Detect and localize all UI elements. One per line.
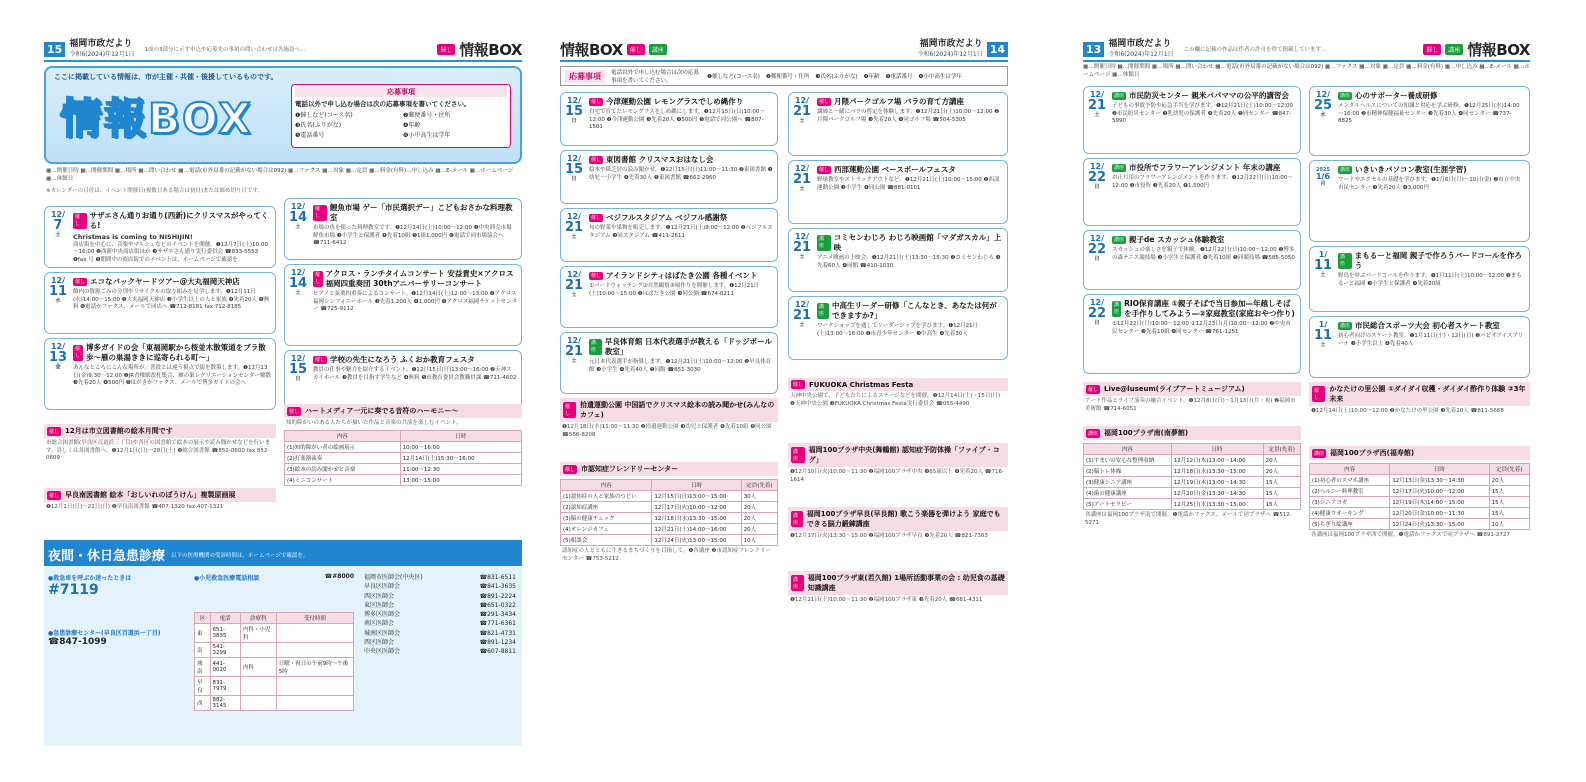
condition-item: ❷郵便番号・住所 (403, 112, 451, 119)
clinic-row: 中央区医師会 ☎607-8811 (364, 648, 516, 656)
event-card[interactable]: 12/ 15 日 催し 東図書館 クリスマスおはなし会 絵本や紙芝居の読み聞かせ。❶12月15日(日)11:00～11:30 ❷東図書館 ❸幼児～小学生 ❹先着30人 ❺東図書館 ☎662-2960 (560, 150, 778, 204)
clinic-row: 早良区医師会 ☎841-3635 (364, 583, 516, 591)
table-row: (2)ヘルシー料理教室 12月17日(火)10:00～12:00 15人 (1310, 486, 1530, 497)
child-title: ●小児救急医療電話相談 (194, 575, 260, 582)
table-row: (4)オレンジカフェ 12月21日(土)14:00～16:00 20人 (561, 524, 778, 535)
section-title: 福岡100プラザ西(福寿館) (1330, 449, 1415, 457)
legend: ▦…開催日時 ▦…開催期間 ▦…場所 ▦…問い合わせ ▦…電話(市外局番の記載がない場合は092) ▦…ファクス ▦…対象 ▦…定員 ▦…料金(有料) ▦…申し込み ▦…E-メール ▦…ホームページ ▦…休館日 (1083, 64, 1530, 78)
condition-item: ❻小中高生は学年 (403, 132, 451, 139)
event-body: メンタルヘルスについての知識と対応を学ぶ研修。❶12月25日(水)14:00～16:00 ❷市精神保健福祉センター ❸先着30人 ❹同センター ☎737-8825 (1338, 103, 1520, 124)
table-row: (1)初心者のスマホ講座 12月13日(金)13:30～14:30 20人 (1310, 475, 1530, 486)
condition-item: ❺電話番号 (885, 74, 913, 80)
section-title: 拾遺運動公園 中国語でクリスマス絵本の読み聞かせ(みんなのカフェ) (579, 401, 775, 419)
event-card[interactable] (44, 338, 276, 410)
table-row: (2)認知症講座 12月17日(火)10:00～12:00 20人 (561, 502, 778, 513)
conditions-lead: 電話以外で申し込む場合は次の応募事項を書いてください。 (295, 100, 471, 108)
event-title: 中高生リーダー研修「こんなとき、あなたは何ができますか?」 (832, 301, 997, 321)
table-row: (3)健康シニア講座 12月19日(木)13:00～14:30 15人 (1084, 477, 1301, 488)
event-card[interactable]: 12/ 22 日 講座 市役所でフラワーアレンジメント 年末の講座 お正月用のフラワーアレンジメントを作ります。❶12月22日(日)10:00～12:00 ❷市役所 ❸先着20人 ❹1,500円 (1083, 158, 1301, 226)
section-title: Live@luseum(ライブアートミュージアム) (1104, 385, 1245, 393)
event-card[interactable]: 12/ 22 日 講座 親子de スカッシュ体験教室 スカッシュの楽しさを親子で体験。❶12月22日(日)10:00～12:00 ❷博多の森テニス競技場 ❸小学生と保護者 ❹先着10組 ❺同競技場 ☎585-5050 (1083, 230, 1301, 290)
condition-item: ❹年齢 (403, 122, 421, 129)
table-row: 西 882-3145 (195, 696, 354, 711)
section-bar: 催し ハートメディア一元に奏でる音符のハーモニー～ (284, 404, 522, 418)
page-number: 13 (1083, 42, 1104, 57)
header-note: この欄に記載の作品は作者の許可を得て掲載しています… (1183, 47, 1327, 53)
table-row: (5)ちぎり絵講座 12月24日(火)13:30～15:00 10人 (1310, 519, 1530, 530)
section-text: ❶12月14日(土)10:00～12:00 ❷かなたけの里公園 ❸先着20人 ☎811-5668 (1311, 408, 1504, 414)
event-title: いきいきパソコン教室(生涯学習) (1355, 165, 1467, 174)
event-body: あんなところにこんな場所が。普段とは違う視点で街を散策します。❶12月13日(金)9:30～12:00 ❷JR香椎駅改札集合、雁の巣レクリエーションセンター解散 ❸先着20人 ❹500円 ❺はがきかファクス、メールで博多ガイドの会へ (73, 365, 271, 387)
event-tag: 催し (591, 214, 602, 221)
event-date: 12/ 14 土 (288, 268, 308, 297)
event-title: アイランドシティはばたき公園 各種イベント (606, 271, 758, 280)
event-title: 月隈パークゴルフ場 バラの育て方講座 (834, 97, 964, 106)
event-tag: 催し (591, 156, 602, 163)
table-row: (1)すまいの安心な整理収納 12月12日(木)13:00～14:00 20人 (1084, 455, 1301, 466)
right-lower-sections (788, 378, 1008, 635)
box-title: 情報BOX (459, 40, 522, 59)
event-title: 早良体育館 日本代表選手が教える「ドッジボール教室」 (604, 337, 773, 357)
event-card[interactable]: 12/ 21 土 講座 早良体育館 日本代表選手が教える「ドッジボール教室」 元日本代表選手が指導します。❶12月21日(土)10:00～12:00 ❷早良体育館 ❸小学生 ❹先着40人 ❺同館 ☎851-3030 (560, 332, 778, 394)
emergency-table: 区 電話 診療科 受付時間 東 651-3835 内科・小児科 南 541-3299 城南 441-0020 内科 日曜・祝日の午前9時～午後5時 早良 831-7979 西 882-3145 (194, 612, 354, 711)
section-text: 認知症の人とともに生きるまちづくりを目指して。❶各講座 ❷市認知症フレンドリーセンター ☎753-5212 (562, 548, 772, 562)
section-bar: 催し 拾遺運動公園 中国語でクリスマス絵本の読み聞かせ(みんなのカフェ) (560, 398, 778, 422)
event-tag: 催し (819, 98, 830, 105)
event-tag: 講座 (817, 235, 831, 251)
event-card[interactable]: 1/ 11 土 講座 まもるーと福岡 親子で作ろうバードコールを作ろう 野鳥を呼ぶバードコールを作ります。❶1月11日(土)10:00～12:00 ❷まもるーと福岡 ❸小学生と保護者 ❹先着20組 (1309, 246, 1530, 312)
section-bar: 催し 市認知症フレンドリーセンター (560, 462, 778, 476)
clinic-row: 西区医師会 ☎891-2224 (364, 592, 516, 600)
event-title: 市役所でフラワーアレンジメント 年末の講座 (1129, 163, 1281, 172)
section-text: アート作品とライブ演奏の融合イベント。❶12月8日(日)～1月13日(月・祝) ❷福岡市美術館 ☎714-6051 (1085, 398, 1296, 412)
section-bar: 講座 福岡100プラザ東(若久館) 1場所活動事業の会 : 幼児食の基礎知識講座 (788, 571, 1008, 595)
event-body: 自宅で育てたレモングラスをしめ縄にします。❶12月15日(日)10:00～12:00 ❷今津運動公園 ❸先着20人 ❹500円 ❺電話で同公園へ ☎807-1501 (589, 109, 765, 130)
event-body: ピアノと弦楽四重奏によるコンサート。❶12月14日(土)12:00～13:00 ❷アクロス福岡シンフォニーホール ❸先着1,200人 ❹1,000円 ❺アクロス福岡チケットセンター ☎725-9112 (313, 291, 517, 313)
emergency-left (48, 573, 188, 647)
event-title: まもるーと福岡 親子で作ろうバードコールを作ろう (1354, 251, 1522, 271)
event-tag: 催し (315, 356, 326, 363)
event-tag: 講座 (1340, 92, 1351, 99)
section-bar: 催し 早良南図書館 絵本「おしいれのぼうけん」複製原画展 (44, 488, 276, 502)
event-tag: 講座 (1340, 166, 1351, 173)
event-tag: 催し (73, 213, 87, 229)
intro-text: ここに掲載している情報は、市が主催・共催・後援しているものです。 (54, 73, 278, 81)
newsletter-date: 令和6(2024)年12月1日 (1108, 51, 1174, 58)
events-left-column (44, 206, 276, 410)
event-body: ①バードウォッチング②自然観察③凧作りを開催します。❶12月21日(土)10:00～15:00 ❷はばたき公園 ❸同公園 ☎674-8211 (589, 283, 760, 297)
section-title: 12月は市立図書館の絵本月間です (65, 427, 173, 435)
7119-lead: ●救急車を呼ぶか迷ったときは (48, 575, 132, 582)
event-card[interactable]: 12/ 22 日 講座 RIO保育講座 ①親子そばで当日参加—年越しそばを手作りしてみよう—②家庭教室(家庭おやつ作り) ①12月22日(日)10:00～12:00 ②12月23日(月)10:00～12:00 ❷中央市民センター ❸先着10組 ❹同センター ☎761-1251 (1083, 294, 1301, 374)
event-card[interactable]: 12/ 21 土 講座 中高生リーダー研修「こんなとき、あなたは何ができますか?」 ワークショップを通してリーダーシップを学びます。❶12月21日(土)13:00～16:00 ❷市青少年センター ❸中高生 ❹先着30人 (788, 296, 1008, 360)
section-text: ❶12月1日(日)～22日(日) ❷早良南図書館 ☎407-1320 fax 407-1321 (46, 504, 224, 510)
table-row: (1)知的障がい者の絵画展示 10:00～16:00 (285, 441, 522, 452)
page-header: 情報BOX 催し 講座 福岡市政だより 令和6(2024)年12月1日 14 (560, 38, 1008, 62)
clinic-row: 福岡市医師会(中央区) ☎831-6511 (364, 574, 516, 581)
event-body: 市場の魚を使った料理教室です。❶12月14日(土)10:00～12:00 ❷中央卸売市場鮮魚市場 ❸小学生と保護者 ❹先着10組 ❺1組1,000円 ❻電話で同市場協会へ ☎711-6412 (313, 225, 512, 247)
table-row: (3)シニアヨガ 12月19日(木)14:00～15:00 15人 (1310, 497, 1530, 508)
clinic-row: 西区医師会 ☎891-1234 (364, 639, 516, 647)
section-text: 市総合図書館(早良区百道浜三丁目)や各区の図書館で絵本の展示や読み聞かせなどを行います。詳しくは各図書館へ。❶12月1日(日)～28日(土) ❷総合図書館 ☎852-0600 fax 852-0609 (46, 440, 271, 462)
event-card[interactable]: 12/ 21 土 講座 コミセンわじろ わじろ映画館「マダガスカル」上映 アニメ映画の上映会。❶12月21日(土)13:30～15:30 ❷コミセンわじろ ❸先着60人 ❹同館 ☎410-1030 (788, 228, 1008, 292)
section-bar: 講座 福岡100プラザ早良(早良館) 歌こう楽器を弾けよう 家庭でもできる脳力鍛錬講座 (788, 507, 1008, 531)
table-row: (5)アートセラピー 12月25日(水)13:30～15:00 15人 (1084, 499, 1301, 510)
event-title: 鯉魚市場 ゲー「市民選択デー」こどもおさかな料理教室 (329, 203, 513, 223)
section-title: 福岡100プラザ早良(早良館) 歌こう楽器を弾けよう 家庭でもできる脳力鍛錬講座 (806, 510, 1001, 528)
event-body: ①12月22日(日)10:00～12:00 ②12月23日(月)10:00～12:00 ❷中央市民センター ❸先着10組 ❹同センター ☎761-1251 (1112, 321, 1291, 335)
table-row: (3)絵本の読み聞かせと音楽 11:00～12:30 (285, 463, 522, 474)
conditions-list (295, 110, 507, 139)
event-date: 12/ 7 土 (50, 210, 66, 239)
harmony-table: 内容 日時 (1)知的障がい者の絵画展示 10:00～16:00 (2)打楽器演奏 12月14日(土)15:30～16:00 (3)絵本の読み聞かせと音楽 11:00～12:30 (4)ミニコンサート 13:00～15:00 (284, 430, 522, 486)
event-tag: 催し (819, 166, 830, 173)
event-body: 絵本や紙芝居の読み聞かせ。❶12月15日(日)11:00～11:30 ❷東図書館 ❸幼児～小学生 ❹先着30人 ❺東図書館 ☎662-2960 (589, 167, 773, 181)
newsletter-date: 令和6(2024)年12月1日 (917, 51, 983, 58)
calendar-note: ※カレンダーの日付は、イベント開催日(複数日ある場合は初日)または締め切り日です。 (46, 188, 264, 194)
condition-item: ❻小中高生は学年 (918, 74, 962, 80)
section-title: ハートメディア一元に奏でる音符のハーモニー～ (305, 407, 459, 415)
event-title: 博多ガイドの会「東福岡駅から桜並木散策道をブラ散歩～雁の巣湯ききに巡寄られる町～」 (86, 343, 266, 363)
event-body: ワークショップを通してリーダーシップを学びます。❶12月21日(土)13:00～16:00 ❷市青少年センター ❸中高生 ❹先着30人 (817, 323, 979, 337)
section-text: ❶12月17日(火)13:30～15:00 ❷福岡100プラザ早良 ❸先着20人 ☎821-7303 (790, 533, 988, 539)
table-row: 東 651-3835 内科・小児科 (195, 624, 354, 643)
table-row: (4)健康ウオーキング 12月20日(金)10:00～11:30 15人 (1310, 508, 1530, 519)
event-date: 12/ 11 水 (48, 276, 68, 305)
page-header (44, 38, 522, 62)
table-row: (1)認知症の人と家族のつどい 12月15日(日)13:00～15:00 30人 (561, 491, 778, 502)
event-title: 学校の先生になろう ふくおか教育フェスタ (330, 355, 475, 364)
box-title: 情報BOX (560, 40, 623, 59)
clinic-row: 南区医師会 ☎771-6361 (364, 620, 516, 628)
event-date: 12/ 15 日 (288, 354, 308, 383)
event-tag: 催し (591, 272, 602, 279)
event-card[interactable]: 12/ 21 土 催し ベジフルスタジアム ベジフル感謝祭 旬の野菜や果物を販売します。❶12月21日(土)9:00～12:00 ❷ベジフルスタジアム ❸同スタジアム ☎411-2611 (560, 208, 778, 262)
box-title: 情報BOX (1467, 40, 1530, 59)
events-left-column (560, 92, 778, 394)
section-title: FUKUOKA Christmas Festa (809, 380, 914, 389)
table-row: (2)打楽器演奏 12月14日(土)15:30～16:00 (285, 452, 522, 463)
library-section (44, 424, 276, 532)
event-tag: 講座 (1112, 301, 1121, 317)
event-body: 講師と一緒にバラの剪定を体験します。❶12月21日(土)10:00～12:00 ❷月隈パークゴルフ場 ❸先着20人 ❹同ゴルフ場 ☎504-5305 (817, 109, 1000, 123)
event-body: 館内の資源ごみの分別やリサイクルの取り組みを見学します。❶12月11日(水)14:00～15:00 ❷大丸福岡天神店 ❸小学生以上の人と家族 ❹先着20人 ❺無料 ❻電話かファクス、メールで同店へ ☎712-8181 fax 712-8185 (73, 289, 270, 310)
page-number: 15 (44, 42, 65, 57)
right-lower-sections (1309, 382, 1530, 542)
section-title: 福岡100プラザ南(南夢館) (1104, 429, 1189, 437)
event-card[interactable]: 12/ 15 日 催し 今津運動公園 レモングラスでしめ縄作り 自宅で育てたレモングラスをしめ縄にします。❶12月15日(日)10:00～12:00 ❷今津運動公園 ❸先着20人 ❹500円 ❺電話で同公園へ ☎807-1501 (560, 92, 778, 146)
emergency-title: 夜間・休日急患診療 (48, 549, 166, 564)
emergency-right-list (364, 573, 516, 657)
event-body: 子どもの事故予防や応急手当を学びます。❶12月21日(土)10:00～12:00 ❷市民防災センター ❸乳幼児の保護者 ❹先着20人 ❺同センター ☎847-5990 (1112, 103, 1293, 124)
event-tag: 催し (73, 345, 83, 361)
child-tel[interactable]: ☎#8000 (324, 573, 354, 580)
section-text: 知的障がいのある人たちが描いた作品と音楽の共演を楽しむイベント。 (286, 420, 462, 426)
7119-number[interactable]: #7119 (48, 582, 99, 598)
table-row: 早良 831-7979 (195, 677, 354, 696)
clinic-row: 博多区医師会 ☎291-3434 (364, 611, 516, 619)
section-title: 市認知症フレンドリーセンター (581, 465, 679, 473)
condition-item: ❺電話番号 (295, 132, 325, 139)
event-title: 西部運動公園 ベースボールフェスタ (834, 165, 956, 174)
section-title: 早良南図書館 絵本「おしいれのぼうけん」複製原画展 (65, 491, 236, 499)
condition-item: ❷郵便番号・住所 (765, 74, 810, 80)
newsletter-title: 福岡市政だより (1108, 39, 1172, 49)
section-text: 各講座は福岡100プラザ西で開催。❶電話かファクスで同プラザへ ☎891-2727 (1311, 532, 1510, 538)
emergency-section (44, 540, 522, 746)
event-body: 旬の野菜や果物を販売します。❶12月21日(土)9:00～12:00 ❷ベジフルスタジアム ❸同スタジアム ☎411-2611 (589, 225, 773, 239)
header-note: 1面の3部分に示す申込や応募先の事項の問い合わせは各施設へ… (144, 47, 306, 53)
event-body: 元日本代表選手が指導します。❶12月21日(土)10:00～12:00 ❷早良体育館 ❸小学生 ❹先着40人 ❺同館 ☎851-3030 (589, 359, 772, 373)
event-card[interactable]: 2025 1/6 月 講座 いきいきパソコン教室(生涯学習) ワードやエクセルの基礎を学びます。❶1月6日(月)～10日(金) ❷市立中央市民センター ❸先着20人 ❹3,000円 (1309, 160, 1530, 242)
table-row: 城南 441-0020 内科 日曜・祝日の午前9時～午後5時 (195, 658, 354, 677)
clinic-row: 城南区医師会 ☎821-4731 (364, 629, 516, 637)
conditions-label: 応募事項 (565, 70, 605, 83)
event-card[interactable]: 12/ 21 土 講座 市民防災センター 親米パパママの公平的講習会 子どもの事故予防や応急手当を学びます。❶12月21日(土)10:00～12:00 ❷市民防災センター ❸乳幼児の保護者 ❹先着20人 ❺同センター ☎847-5990 (1083, 86, 1301, 154)
plaza-table: 内容 日時 定員(先着) (1)すまいの安心な整理収納 12月12日(木)13:00～14:00 20人 (2)脳トレ体操 12月18日(水)13:30～15:00 20人 (3)健康シニア講座 12月19日(木)13:00～14:30 15人 (4)歯の健康講座 12月20日(金)13:30～14:30 15人 (5)アートセラピー 12月25日(水)13:30～15:00 15人 (1083, 443, 1301, 510)
box-tag: 催し (437, 44, 455, 55)
event-subtitle: Christmas is coming to NISHIJIN! (73, 233, 193, 242)
event-tag: 講座 (1340, 322, 1351, 329)
events-left-column (1083, 86, 1301, 374)
event-body: 教員の仕事や魅力を紹介するイベント。❶12月15日(日)13:00～16:00 ❷天神スカイホール ❸教員を目指す学生など ❹無料 ❺市教育委員会教職員課 ☎711-4602 (313, 367, 517, 381)
event-tag: 講座 (589, 339, 602, 355)
event-title: 市民防災センター 親米パパママの公平的講習会 (1129, 91, 1289, 100)
event-tag: 講座 (1114, 164, 1125, 171)
legend: ▦…開催日時 ▦…開催期間 ▦…場所 ▦…問い合わせ ▦…電話(市外局番の記載がない場合は092) ▦…ファクス ▦…対象 ▦…定員 ▦…料金(有料)…申し込み ▦…E-メール ▦…ホームページ ▦…休館日 (46, 168, 514, 182)
event-title: ベジフルスタジアム ベジフル感謝祭 (606, 213, 728, 222)
event-card[interactable]: 12/ 21 土 催し アイランドシティはばたき公園 各種イベント ①バードウォッチング②自然観察③凧作りを開催します。❶12月21日(土)10:00～15:00 ❷はばたき公園 ❸同公園 ☎674-8211 (560, 266, 778, 328)
left-lower-sections (560, 398, 778, 565)
event-body: 初心者向けのスケート教室。❶1月11日(土)・12日(日) ❷パピオアイスアリーナ ❸小学生以上 ❹先着40人 (1338, 333, 1524, 347)
section-bar: 催し FUKUOKA Christmas Festa (788, 378, 1008, 391)
section-bar: 講座 福岡100プラザ南(南夢館) (1083, 426, 1301, 440)
event-card[interactable] (44, 206, 276, 268)
event-card[interactable] (44, 272, 276, 334)
emergency-note: 以下の医療機関の受診時間は、ホームページで確認を。 (171, 552, 309, 559)
plaza-west-table: 内容 日時 定員(先着) (1)初心者のスマホ講座 12月13日(金)13:30～14:30 20人 (2)ヘルシー料理教室 12月17日(火)10:00～12:00 15人 (3)シニアヨガ 12月19日(木)14:00～15:00 15人 (4)健康ウオーキング 12月20日(金)10:00～11:30 15人 (5)ちぎり絵講座 12月24日(火)13:30～15:00 10人 (1309, 463, 1530, 530)
emergency-mid (194, 573, 354, 711)
table-row: (4)ミニコンサート 13:00～15:00 (285, 474, 522, 485)
event-body: スカッシュの楽しさを親子で体験。❶12月22日(日)10:00～12:00 ❷博多の森テニス競技場 ❸小学生と保護者 ❹先着10組 ❺同競技場 ☎585-5050 (1112, 247, 1295, 261)
table-row: (3)脳の健康チェック 12月18日(水)13:30～15:00 20人 (561, 513, 778, 524)
event-tag: 講座 (1338, 253, 1352, 269)
harmony-section (284, 404, 522, 486)
event-title: エコなバックヤードツアー@大丸福岡天神店 (90, 277, 240, 286)
info-box-banner (44, 66, 522, 164)
section-bar: 催し Live@luseum(ライブアートミュージアム) (1083, 382, 1301, 396)
event-title: 心のサポーター養成研修 (1355, 91, 1438, 100)
application-conditions (291, 84, 511, 148)
section-bar: 講座 福岡100プラザ中央(舞鶴館) 認知症予防体操「ファイブ・コグ」 (788, 443, 1008, 467)
friendly-center-table: 内容 日時 定員(先着) (1)認知症の人と家族のつどい 12月15日(日)13:00～15:00 30人 (2)認知症講座 12月17日(火)10:00～12:00 20人 (3)脳の健康チェック 12月18日(水)13:30～15:00 20人 (4)オレンジカフェ 12月21日(土)14:00～16:00 20人 (5)相談会 12月24日(火)13:00～15:00 10人 (560, 479, 778, 546)
condition-item: ❶催しなど(コース名) (295, 112, 353, 119)
table-row: (2)脳トレ体操 12月18日(水)13:30～15:00 20人 (1084, 466, 1301, 477)
center-tel[interactable]: ☎847-1099 (48, 637, 107, 647)
event-tag: 講座 (1114, 92, 1125, 99)
event-tag: 催し (313, 205, 327, 221)
table-row: 南 541-3299 (195, 643, 354, 658)
section-text: 天神中央公園で、子どもたちによるステージなどを開催。❶12月14日(土)・15日(日) ❷天神中央公園 ❸FUKUOKA Christmas Festa実行委員会 ☎055-4490 (790, 393, 1001, 407)
header-title-block (69, 40, 134, 58)
event-body: 野球教室やストラックアウトなど。❶12月21日(土)10:00～15:00 ❷西部運動公園 ❸小学生 ❹同公園 ☎881-0101 (817, 177, 1000, 191)
events-right-column (788, 92, 1008, 360)
event-body: アニメ映画の上映会。❶12月21日(土)13:30～15:30 ❷コミセンわじろ ❸先着60人 ❹同館 ☎410-1030 (817, 255, 1001, 269)
event-card[interactable] (284, 264, 522, 346)
conditions-title: 応募事項 (295, 87, 507, 97)
event-card[interactable]: 12/ 25 水 講座 心のサポーター養成研修 メンタルヘルスについての知識と対応を学ぶ研修。❶12月25日(水)14:00～16:00 ❷市精神保健福祉センター ❸先着30人 ❹同センター ☎737-8825 (1309, 86, 1530, 156)
emergency-header (44, 543, 522, 566)
header-title-block (917, 40, 982, 58)
condition-item: ❶催しなど(コース名) (707, 74, 760, 80)
section-title: 福岡100プラザ東(若久館) 1場所活動事業の会 : 幼児食の基礎知識講座 (807, 574, 1005, 592)
section-text: ❶12月10日(火)10:00～11:30 ❷福岡100プラザ中央 ❸65歳以上 ❹先着20人 ☎716-1614 (790, 469, 1005, 483)
page-header: 13 福岡市政だより 令和6(2024)年12月1日 この欄に記載の作品は作者の許可を得て掲載しています… 催し 講座 情報BOX (1083, 38, 1530, 62)
section-text: 各講座は福岡100プラザ南で開催。❶電話かファクス、メールで同プラザへ ☎512-5271 (1085, 512, 1292, 526)
section-text: ❶12月21日(土)10:00～11:30 ❷福岡100プラザ東 ❸先着20人 ☎681-4311 (790, 597, 983, 603)
newsletter-date: 令和6(2024)年12月1日 (69, 51, 135, 58)
condition-item: ❹年齢 (863, 74, 880, 80)
events-right-column (1309, 86, 1530, 378)
conditions-strip (560, 66, 1008, 86)
event-card[interactable]: 12/ 21 土 催し 西部運動公園 ベースボールフェスタ 野球教室やストラックアウトなど。❶12月21日(土)10:00～15:00 ❷西部運動公園 ❸小学生 ❹同公園 ☎881-0101 (788, 160, 1008, 224)
newsletter-title: 福岡市政だより (919, 39, 983, 49)
left-lower-sections (1083, 382, 1301, 529)
header-title-block (1108, 40, 1173, 58)
event-title: 市民総合スポーツ大会 初心者スケート教室 (1355, 321, 1500, 330)
event-card[interactable]: 12/ 21 土 催し 月隈パークゴルフ場 バラの育て方講座 講師と一緒にバラの剪定を体験します。❶12月21日(土)10:00～12:00 ❷月隈パークゴルフ場 ❸先着20人 ❹同ゴルフ場 ☎504-5305 (788, 92, 1008, 156)
event-title: RIO保育講座 ①親子そばで当日参加—年越しそばを手作りしてみよう—②家庭教室(家庭おやつ作り) (1124, 299, 1295, 319)
event-body: 野鳥を呼ぶバードコールを作ります。❶1月11日(土)10:00～12:00 ❷まもるーと福岡 ❸小学生と保護者 ❹先着20組 (1338, 273, 1522, 287)
event-tag: 講座 (1114, 236, 1125, 243)
event-date: 12/ 13 金 (48, 342, 68, 371)
event-tag: 講座 (817, 303, 829, 319)
event-title: サザエさん通りお通り(西新)にクリスマスがやってくる! (89, 211, 269, 231)
event-body: ワードやエクセルの基礎を学びます。❶1月6日(月)～10日(金) ❷市立中央市民センター ❸先着20人 ❹3,000円 (1338, 177, 1521, 191)
event-title: 東図書館 クリスマスおはなし会 (606, 155, 714, 164)
event-body: 商店街を中心に、音楽やマルシェなどのイベントを開催。❶12月7日(土)10:00～16:00 ❷西新中央商店街ほか ❸サザエさん通り実行委員会 ☎833-5553 ❹fax 号 ❺期間中の商店街でのイベントは、ホームページで確認を (73, 242, 268, 263)
conditions-text: 電話以外で申し込む場合は次の応募事項を書いてください。 (611, 70, 700, 84)
event-date: 12/ 14 土 (288, 202, 308, 231)
event-body: お正月用のフラワーアレンジメントを作ります。❶12月22日(日)10:00～12:00 ❷市役所 ❸先着20人 ❹1,500円 (1112, 175, 1293, 189)
event-title: 今津運動公園 レモングラスでしめ縄作り (606, 97, 744, 106)
event-tag: 催し (591, 98, 602, 105)
newsletter-title: 福岡市政だより (69, 39, 133, 49)
events-right-column (284, 198, 522, 416)
table-row: (5)相談会 12月24日(火)13:00～15:00 10人 (561, 535, 778, 546)
section-bar: 講座 福岡100プラザ西(福寿館) (1309, 446, 1530, 460)
section-bar: 催し 12月は市立図書館の絵本月間です (44, 424, 276, 438)
event-title: 親子de スカッシュ体験教室 (1129, 235, 1225, 244)
section-text: ❶12月18日(水)11:00～11:30 ❷拾遺運動公園 ❸幼児と保護者 ❹先着10組 ❺同公園 ☎566-8208 (562, 424, 772, 438)
table-row: (4)歯の健康講座 12月20日(金)13:30～14:30 15人 (1084, 488, 1301, 499)
event-tag: 催し (313, 271, 323, 287)
page-number: 14 (987, 42, 1008, 57)
center-title: ●急患診療センター(早良区百道浜一丁目) (48, 630, 161, 637)
section-title: 福岡100プラザ中央(舞鶴館) 認知症予防体操「ファイブ・コグ」 (808, 446, 1000, 464)
page-14 (560, 38, 1008, 748)
page-15 (44, 38, 522, 748)
main-title: 情報BOX (60, 94, 253, 143)
event-card[interactable] (284, 198, 522, 260)
event-title: アクロス・ランチタイムコンサート 安益貴史×アクロス福岡四重奏団 30thアニバーサリーコンサート (325, 269, 514, 289)
section-bar: 催し かなたけの里公園 ①ダイダイ収穫・ダイダイ酢作り体験 ②3年未来 (1309, 382, 1530, 406)
condition-item: ❸氏名(ふりがな) (815, 74, 858, 80)
condition-item: ❸氏名(ふりがな) (295, 122, 342, 129)
clinic-row: 東区医師会 ☎651-0322 (364, 601, 516, 609)
page-13 (1083, 38, 1530, 748)
section-title: かなたけの里公園 ①ダイダイ収穫・ダイダイ酢作り体験 ②3年未来 (1329, 385, 1526, 403)
event-card[interactable]: 1/ 11 土 講座 市民総合スポーツ大会 初心者スケート教室 初心者向けのスケート教室。❶1月11日(土)・12日(日) ❷パピオアイスアリーナ ❸小学生以上 ❹先着40人 (1309, 316, 1530, 378)
event-tag: 催し (75, 278, 86, 285)
event-title: コミセンわじろ わじろ映画館「マダガスカル」上映 (833, 233, 1002, 253)
